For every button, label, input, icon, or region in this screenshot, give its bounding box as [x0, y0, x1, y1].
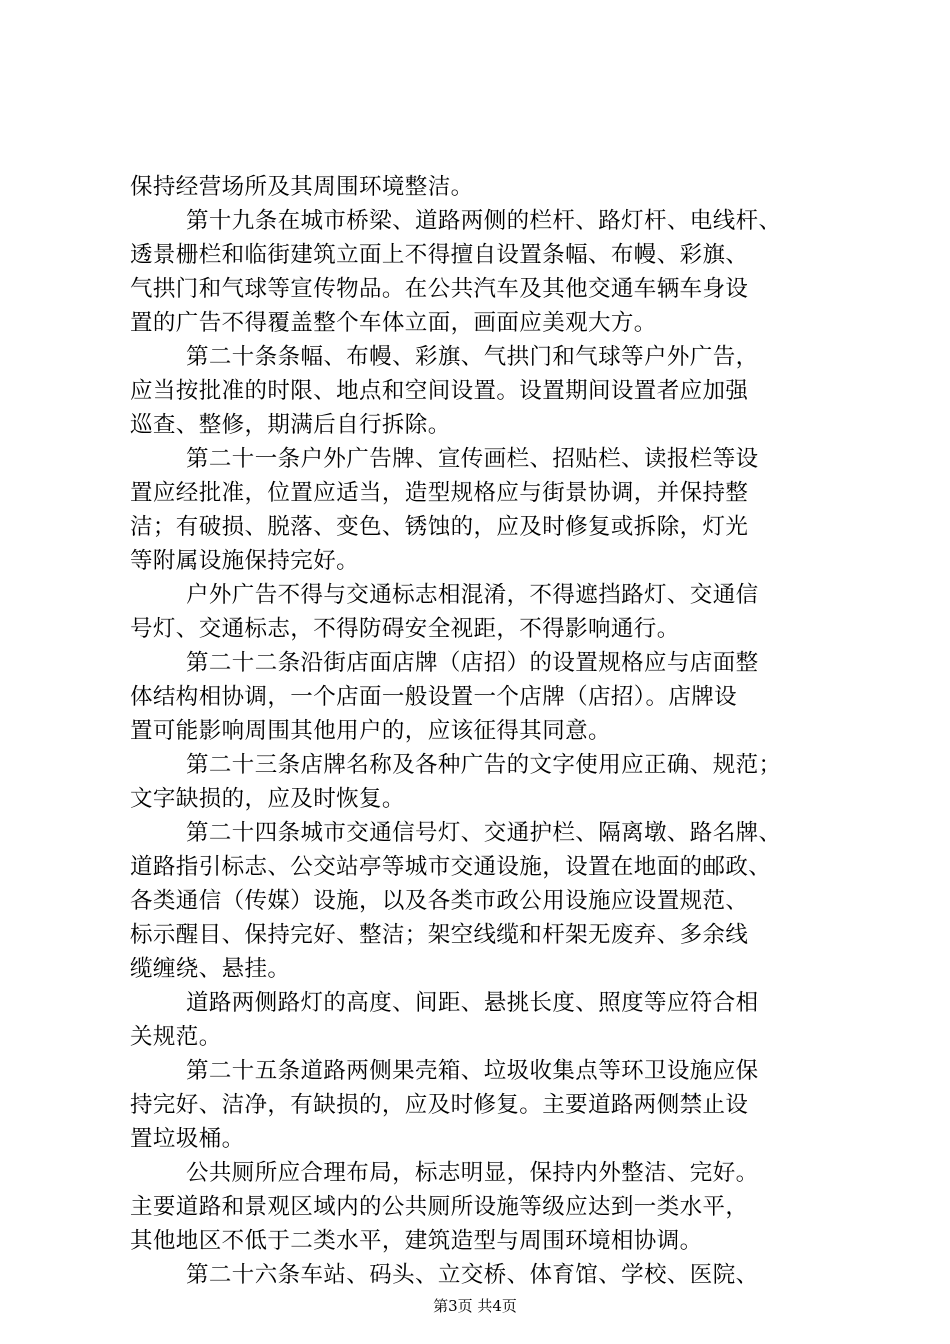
text-line: 各类通信（传媒）设施，以及各类市政公用设施应设置规范、: [130, 888, 749, 914]
text-line: 号灯、交通标志，不得防碍安全视距，不得影响通行。: [130, 616, 680, 642]
text-line: 置的广告不得覆盖整个车体立面，画面应美观大方。: [130, 310, 657, 336]
text-line: 保持经营场所及其周围环境整洁。: [130, 174, 474, 200]
text-line: 气拱门和气球等宣传物品。在公共汽车及其他交通车辆车身设: [130, 276, 749, 302]
text-line: 文字缺损的，应及时恢复。: [130, 786, 405, 812]
text-line: 标示醒目、保持完好、整洁；架空线缆和杆架无废弃、多余线: [130, 922, 749, 948]
text-line: 关规范。: [130, 1024, 222, 1050]
text-line: 等附属设施保持完好。: [130, 548, 360, 574]
text-line: 其他地区不低于二类水平，建筑造型与周围环境相协调。: [130, 1228, 703, 1254]
text-line: 应当按批准的时限、地点和空间设置。设置期间设置者应加强: [130, 378, 749, 404]
text-line: 透景栅栏和临街建筑立面上不得擅自设置条幅、布幔、彩旗、: [130, 242, 749, 268]
text-line: 道路两侧路灯的高度、间距、悬挑长度、照度等应符合相: [186, 990, 759, 1016]
text-line: 体结构相协调，一个店面一般设置一个店牌（店招）。店牌设: [130, 684, 738, 710]
text-line: 第二十条条幅、布幔、彩旗、气拱门和气球等户外广告，: [186, 344, 759, 370]
text-line: 第二十六条车站、码头、立交桥、体育馆、学校、医院、: [186, 1262, 759, 1288]
text-line: 置可能影响周围其他用户的，应该征得其同意。: [130, 718, 611, 744]
text-line: 置应经批准，位置应适当，造型规格应与街景协调，并保持整: [130, 480, 749, 506]
text-line: 第二十二条沿街店面店牌（店招）的设置规格应与店面整: [186, 650, 759, 676]
text-line: 缆缠绕、悬挂。: [130, 956, 291, 982]
text-line: 第十九条在城市桥梁、道路两侧的栏杆、路灯杆、电线杆、: [186, 208, 782, 234]
text-line: 第二十五条道路两侧果壳箱、垃圾收集点等环卫设施应保: [186, 1058, 759, 1084]
text-line: 洁；有破损、脱落、变色、锈蚀的，应及时修复或拆除，灯光: [130, 514, 749, 540]
page-footer: 第3页 共4页: [433, 1297, 517, 1315]
text-line: 第二十一条户外广告牌、宣传画栏、招贴栏、读报栏等设: [186, 446, 759, 472]
text-line: 户外广告不得与交通标志相混淆，不得遮挡路灯、交通信: [186, 582, 759, 608]
text-line: 置垃圾桶。: [130, 1126, 245, 1152]
text-line: 公共厕所应合理布局，标志明显，保持内外整洁、完好。: [186, 1160, 759, 1186]
text-line: 道路指引标志、公交站亭等城市交通设施，设置在地面的邮政、: [130, 854, 772, 880]
text-line: 主要道路和景观区域内的公共厕所设施等级应达到一类水平，: [130, 1194, 749, 1220]
text-line: 持完好、洁净，有缺损的，应及时修复。主要道路两侧禁止设: [130, 1092, 749, 1118]
text-line: 巡查、整修，期满后自行拆除。: [130, 412, 451, 438]
text-line: 第二十三条店牌名称及各种广告的文字使用应正确、规范；: [186, 752, 782, 778]
text-line: 第二十四条城市交通信号灯、交通护栏、隔离墩、路名牌、: [186, 820, 782, 846]
